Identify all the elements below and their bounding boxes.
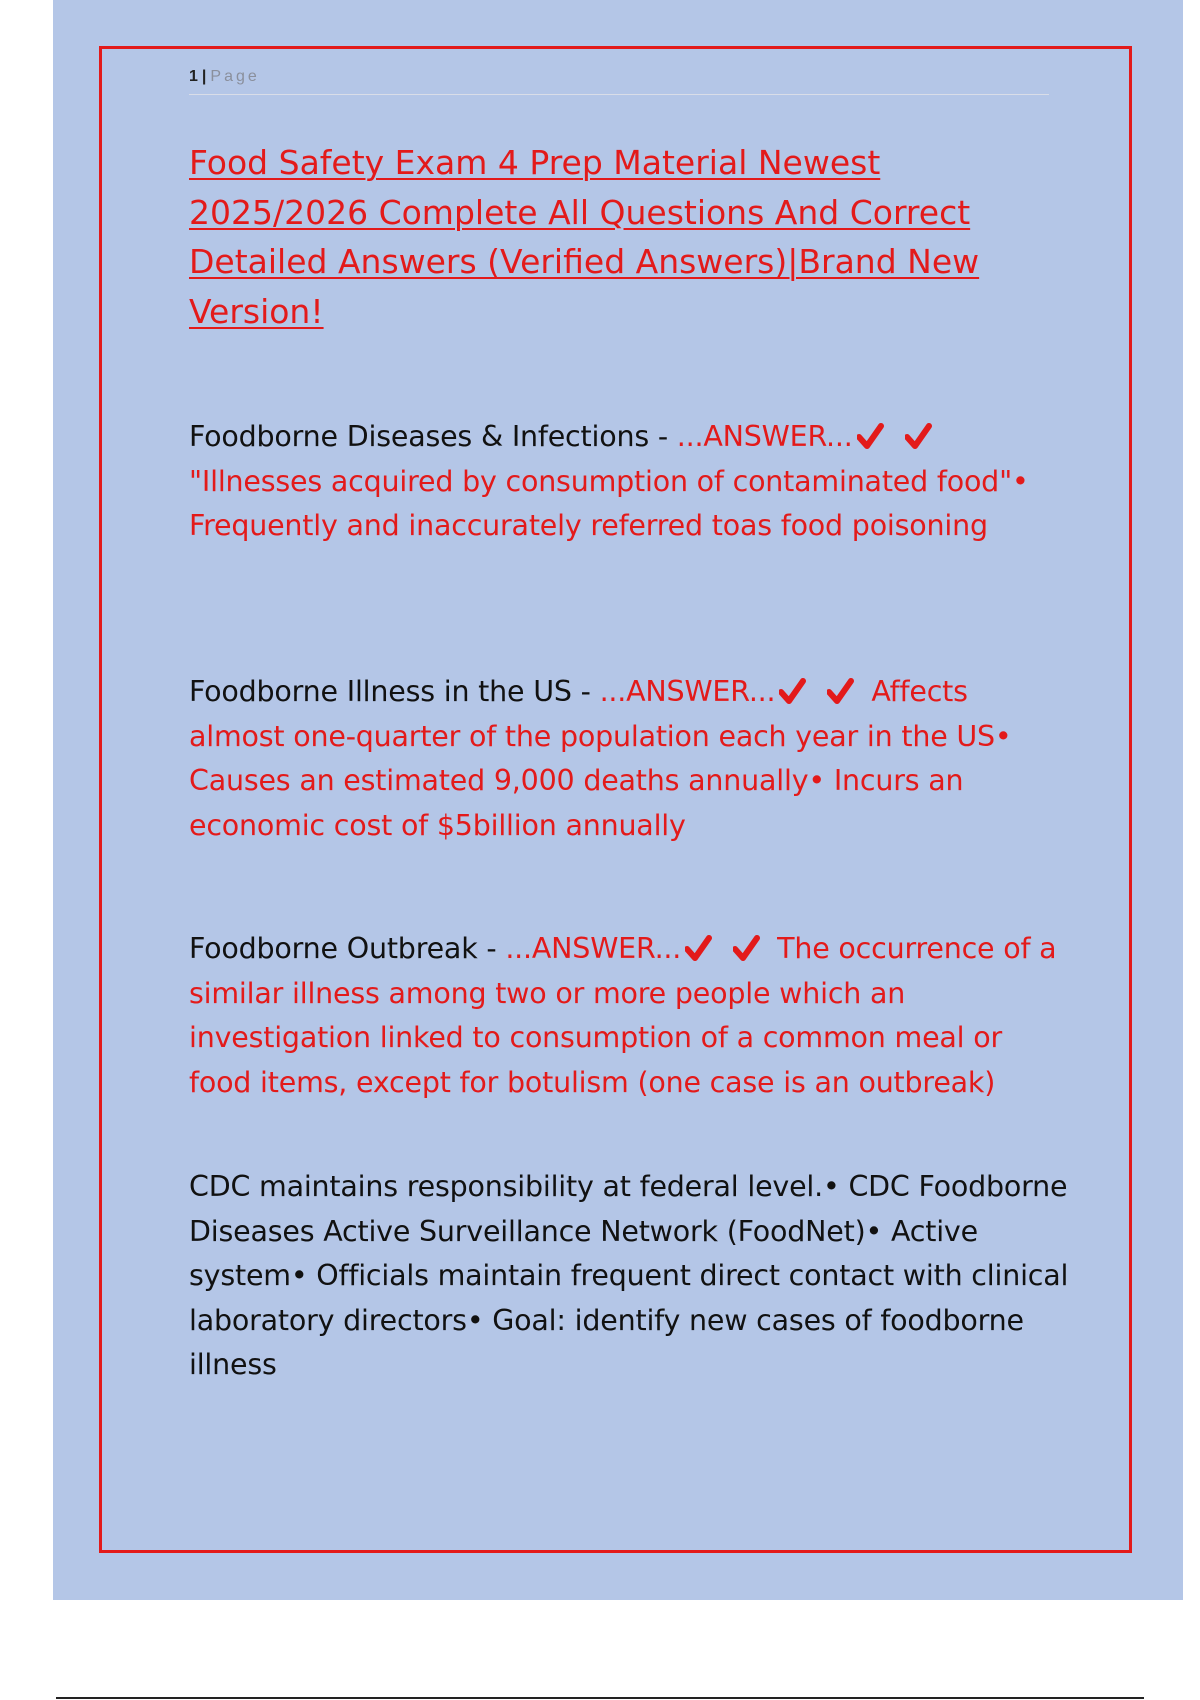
checkmark-icon — [857, 422, 895, 450]
answer-label: ...ANSWER... — [505, 932, 682, 965]
continuation-paragraph: CDC maintains responsibility at federal level.• CDC Foodborne Diseases Active Surveillance Network (FoodNet)• Active system• Officials maintain frequent direct contact with clinical laboratory directors• Goal: identify new cases of foodborne illness — [189, 1170, 1069, 1381]
footer-divider — [56, 1697, 1144, 1699]
answer-text: The occurrence of a similar illness among two or more people which an investigation linked to consumption of a common meal or food items, except for botulism (one case is an outbreak) — [189, 932, 1057, 1099]
answer-label: ...ANSWER... — [599, 675, 776, 708]
question-text: Foodborne Diseases & Infections - — [189, 420, 677, 453]
checkmark-icon — [685, 934, 723, 962]
page-number: 1 — [189, 68, 198, 85]
qa-entry-foodborne-diseases — [189, 415, 1069, 549]
qa-entry-foodborne-outbreak — [189, 927, 1069, 1105]
page-header — [189, 68, 1049, 95]
answer-label: ...ANSWER... — [676, 420, 853, 453]
checkmark-icon — [827, 677, 865, 705]
checkmark-icon — [779, 677, 817, 705]
checkmark-icon — [905, 422, 943, 450]
question-text: Foodborne Illness in the US - — [189, 675, 600, 708]
document-title: Food Safety Exam 4 Prep Material Newest 2025/2026 Complete All Questions And Correct Detailed Answers (Verified Answers)|Brand New Version! — [189, 143, 980, 331]
page-label: Page — [210, 68, 260, 85]
question-text: Foodborne Outbreak - — [189, 932, 506, 965]
answer-text: Affects almost one-quarter of the population each year in the US• Causes an estimated 9,000 deaths annually• Incurs an economic cost of $5billion annually — [189, 675, 1012, 842]
checkmark-icon — [733, 934, 771, 962]
qa-entry-foodborne-illness-us — [189, 670, 1069, 848]
page-separator: | — [201, 68, 207, 85]
answer-text: "Illnesses acquired by consumption of contaminated food"• Frequently and inaccurately referred toas food poisoning — [189, 464, 1029, 542]
